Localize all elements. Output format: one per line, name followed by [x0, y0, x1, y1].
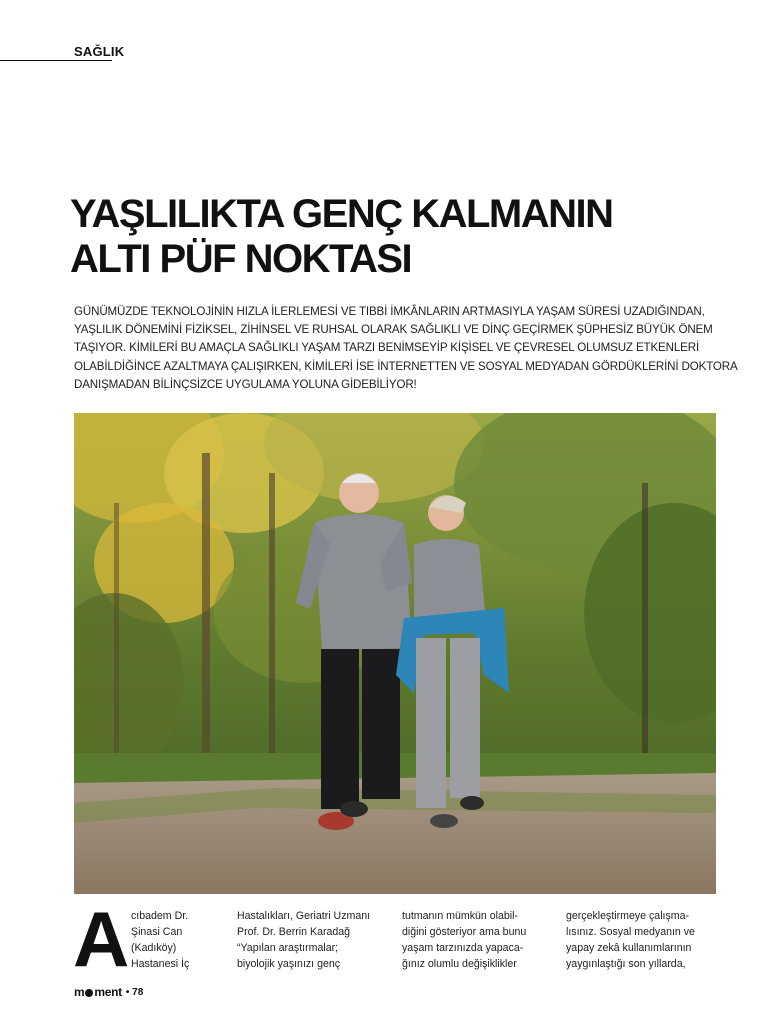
- headline-line-2: ALTI PÜF NOKTASI: [70, 237, 412, 281]
- column-line: cıbadem Dr.: [131, 910, 189, 922]
- column-line: yaşam tarzınızda yapaca-: [402, 942, 524, 954]
- column-line: Hastalıkları, Geriatri Uzmanı: [237, 910, 371, 922]
- column-line: yapay zekâ kullanımlarının: [566, 942, 692, 954]
- body-column-1: [131, 908, 189, 972]
- section-label: SAĞLIK: [74, 44, 125, 59]
- lead-line-4: OLABİLDİĞİNCE AZALTMAYA ÇALIŞIRKEN, KİMİLERİ İSE İNTERNETTEN VE SOSYAL MEDYADAN GÖRDÜKLERİNİ DOKTORA: [74, 359, 738, 373]
- section-rule: [0, 60, 112, 61]
- column-line: “Yapılan araştırmalar;: [237, 942, 339, 954]
- body-column-4: [566, 908, 695, 972]
- column-line: lısınız. Sosyal medyanın ve: [566, 926, 695, 938]
- lead-line-2: YAŞLILIK DÖNEMİNİ FİZİKSEL, ZİHİNSEL VE RUHSAL OLARAK SAĞLIKLI VE DİNÇ GEÇİRMEK ŞÜPHESİZ BÜYÜK ÖNEM: [74, 323, 713, 337]
- column-line: Şinasi Can: [131, 926, 183, 938]
- body-column-3: [402, 908, 526, 972]
- lead-line-3: TAŞIYOR. KİMİLERİ BU AMAÇLA SAĞLIKLI YAŞAM TARZI BENİMSEYİP KİŞİSEL VE ÇEVRESEL OLUMSUZ ETKENLERİ: [74, 341, 700, 355]
- body-column-2: [237, 908, 370, 972]
- headline: [70, 192, 730, 282]
- lead-line-1: GÜNÜMÜZDE TEKNOLOJİNİN HIZLA İLERLEMESİ VE TIBBİ İMKÂNLARIN ARTMASIYLA YAŞAM SÜRESİ UZADIĞINDAN,: [74, 305, 705, 318]
- lead-line-5: DANIŞMADAN BİLİNÇSİZCE UYGULAMA YOLUNA GİDEBİLİYOR!: [74, 377, 417, 391]
- headline-line-1: YAŞLILIKTA GENÇ KALMANIN: [70, 192, 613, 236]
- drop-cap: A: [73, 895, 130, 983]
- column-line: Prof. Dr. Berrin Karadağ: [237, 926, 351, 938]
- brand-dot-icon: [85, 989, 93, 997]
- lead-paragraph: [74, 303, 738, 394]
- brand-suffix: ment: [94, 985, 122, 999]
- column-line: (Kadıköy): [131, 942, 177, 954]
- column-line: biyolojik yaşınızı genç: [237, 958, 341, 970]
- column-line: tutmanın mümkün olabil-: [402, 910, 518, 922]
- column-line: ğınız olumlu değişiklikler: [402, 958, 517, 970]
- brand-logo: [74, 985, 122, 999]
- hero-photo: [74, 413, 716, 894]
- column-line: Hastanesi İç: [131, 958, 190, 970]
- column-line: diğini gösteriyor ama bunu: [402, 926, 527, 938]
- column-line: yaygınlaştığı son yıllarda,: [566, 958, 686, 970]
- column-line: gerçekleştirmeye çalışma-: [566, 910, 690, 922]
- brand-prefix: m: [74, 985, 85, 999]
- page-footer: [74, 985, 143, 999]
- page-number: • 78: [125, 986, 144, 998]
